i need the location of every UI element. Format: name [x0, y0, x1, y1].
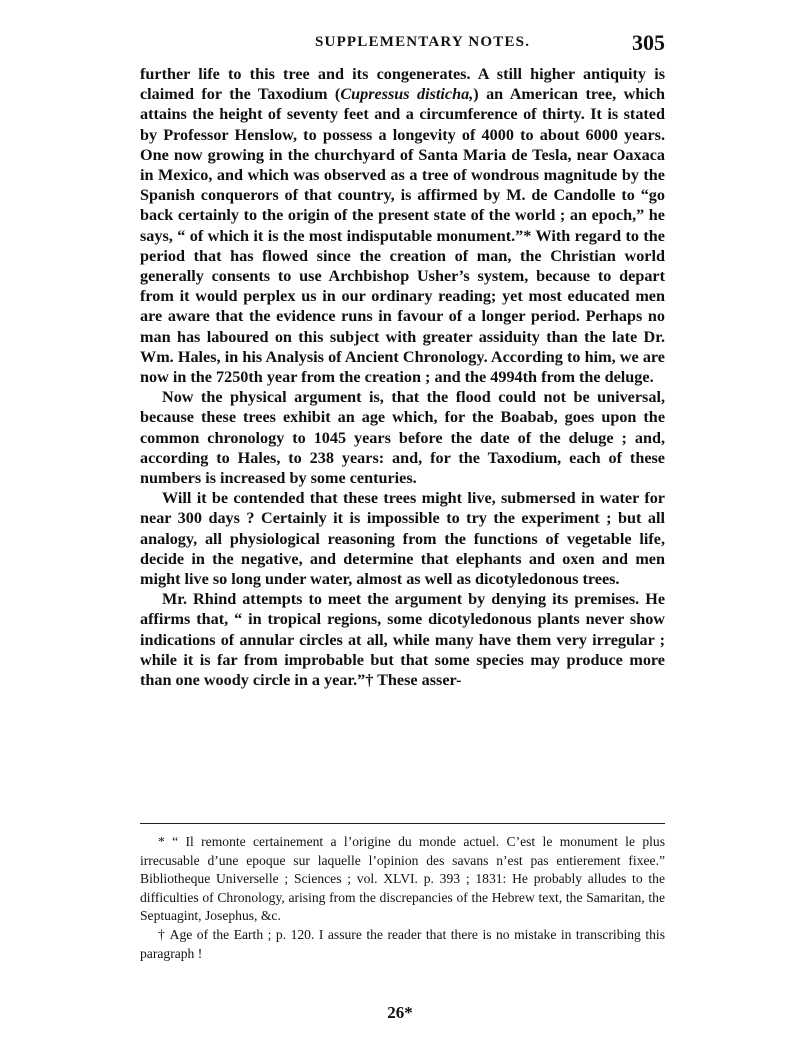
footnotes	[140, 833, 665, 963]
page-number: 305	[632, 30, 665, 55]
body-text	[140, 64, 665, 690]
paragraph-4: Mr. Rhind attempts to meet the argument by denying its premises. He affirms that, “ in tropical regions, some dicotyledonous plants never show indications of annular circles at all, while many have them very irregular ; while it is far from improbable but that some species may produce more than one woody circle in a year.”† These asser-	[140, 590, 665, 690]
paragraph-3: Will it be contended that these trees might live, submersed in water for near 300 days ? Certainly it is impossible to try the experiment ; but all analogy, all physiological reasoning from the functions of vegetable life, decide in the negative, and determine that elephants and oxen and men might live so long under water, almost as well as dicotyledonous trees.	[140, 489, 665, 589]
paragraph-1	[140, 64, 665, 387]
footnote-divider	[140, 823, 665, 824]
footnote-1: * “ Il remonte certainement a l’origine du monde actuel. C’est le monument le plus irrecusable d’une epoque sur laquelle l’opinion des savans n’est pas entierement fixee.” Bibliotheque Universelle ; Sciences ; vol. XLVI. p. 393 ; 1831: He probably alludes to the difficulties of Chronology, arising from the discrepancies of the Hebrew text, the Samaritan, the Septuagint, Josephus, &c.	[140, 834, 665, 924]
paragraph-1-part-1: further life to this tree and its congenerates. A still higher antiquity is claimed for the Taxodium (	[140, 65, 665, 104]
footnote-2: † Age of the Earth ; p. 120. I assure the reader that there is no mistake in transcribing this paragraph !	[140, 926, 665, 961]
signature-mark: 26*	[387, 1003, 413, 1022]
species-name: Cupressus disticha,	[340, 85, 474, 104]
running-head: SUPPLEMENTARY NOTES.	[315, 34, 531, 50]
paragraph-1-part-2: ) an American tree, which attains the height of seventy feet and a circumference of thirty. It is stated by Professor Henslow, to possess a longevity of 4000 to about 6000 years. One now growing in the churchyard of Santa Maria de Tesla, near Oaxaca in Mexico, and which was observed as a tree of wondrous magnitude by the Spanish conquerors of that country, is affirmed by M. de Candolle to “go back certainly to the origin of the present state of the world ; an epoch,” he says, “ of which it is the most indisputable monument.”* With regard to the period that has flowed since the creation of man, the Christian world generally consents to use Archbishop Usher’s system, because to depart from it would perplex us in our ordinary reading; yet most educated men are aware that the evidence runs in favour of a longer period. Perhaps no man has laboured on this subject with greater assiduity than the late Dr. Wm. Hales, in his Analysis of Ancient Chronology. According to him, we are now in the 7250th year from the creation ; and the 4994th from the deluge.	[140, 85, 666, 387]
page-header	[140, 30, 665, 56]
paragraph-2: Now the physical argument is, that the flood could not be universal, because these trees exhibit an age which, for the Boabab, goes upon the common chronology to 1045 years before the date of the deluge ; and, according to Hales, to 238 years: and, for the Taxodium, each of these numbers is increased by some centuries.	[140, 388, 665, 488]
